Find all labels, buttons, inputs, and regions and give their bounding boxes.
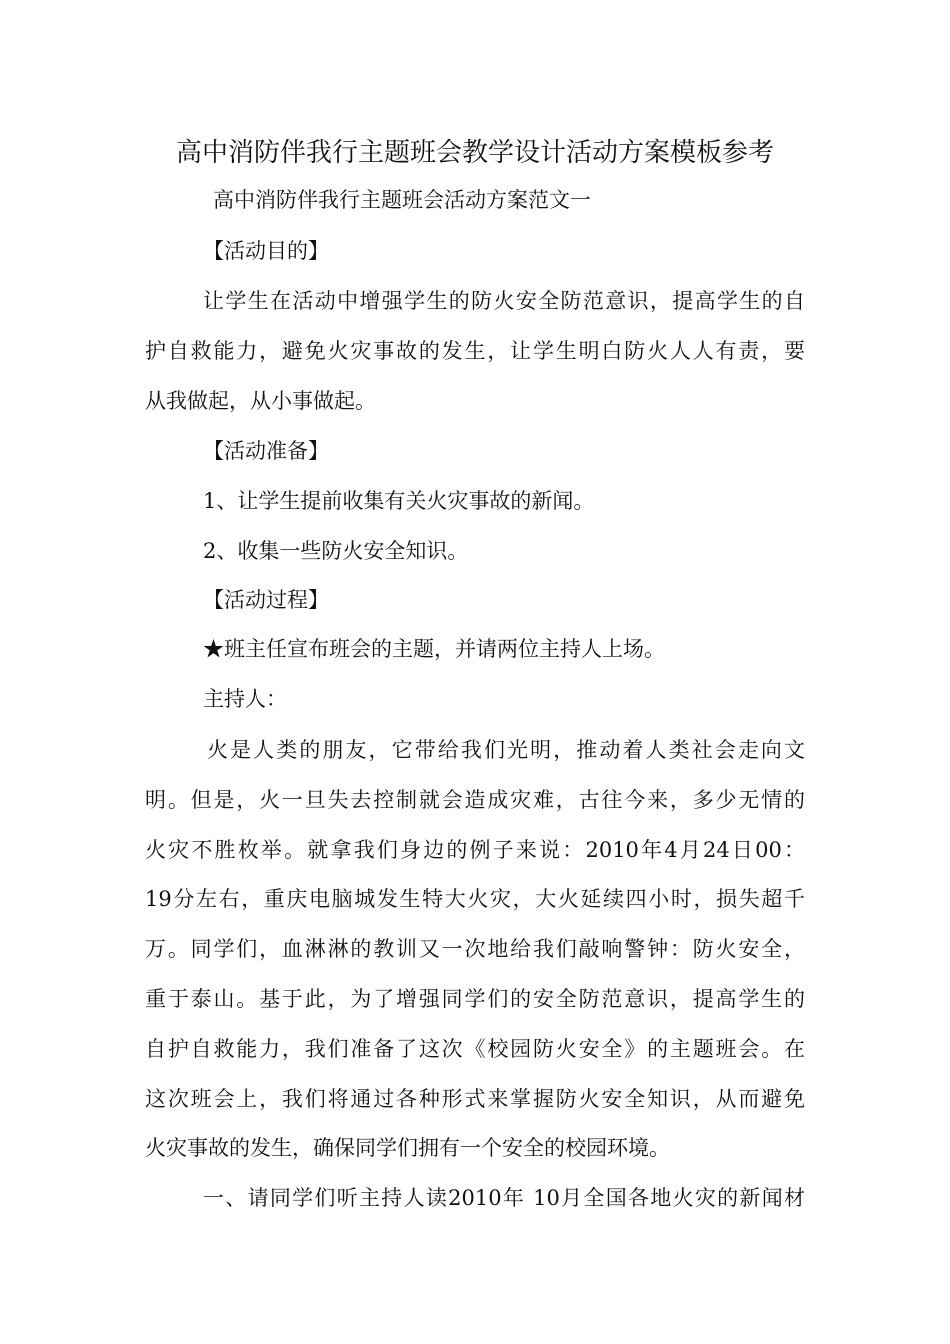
paragraph-line: 自护自救能力，我们准备了这次《校园防火安全》的主题班会。在 — [145, 1037, 805, 1061]
paragraph-line: 重于泰山。基于此，为了增强同学们的安全防范意识，提高学生的 — [145, 987, 805, 1011]
section-heading-preparation: 【活动准备】 — [203, 439, 329, 463]
paragraph-line: 主持人： — [203, 687, 287, 711]
paragraph-line: 一、请同学们听主持人读2010年 10月全国各地火灾的新闻材 — [203, 1186, 805, 1210]
paragraph-line: 这次班会上，我们将通过各种形式来掌握防火安全知识，从而避免 — [145, 1087, 805, 1111]
paragraph-line: 明。但是，火一旦失去控制就会造成灾难，古往今来，多少无情的 — [145, 788, 805, 812]
subtitle-line: 高中消防伴我行主题班会活动方案范文一 — [213, 188, 591, 212]
document-title: 高中消防伴我行主题班会教学设计活动方案模板参考 — [175, 138, 774, 168]
paragraph-line: 火灾不胜枚举。就拿我们身边的例子来说：2010年4月24日00： — [145, 838, 805, 862]
list-item: 2、收集一些防火安全知识。 — [203, 539, 469, 563]
paragraph-line: 从我做起，从小事做起。 — [145, 389, 376, 413]
paragraph-line: 让学生在活动中增强学生的防火安全防范意识，提高学生的自 — [203, 289, 805, 313]
paragraph-line: 火灾事故的发生，确保同学们拥有一个安全的校园环境。 — [145, 1136, 670, 1160]
paragraph-line: 万。同学们，血淋淋的教训又一次地给我们敲响警钟：防火安全， — [145, 937, 805, 961]
section-heading-purpose: 【活动目的】 — [203, 239, 329, 263]
paragraph-line: 护自救能力，避免火灾事故的发生，让学生明白防火人人有责，要 — [145, 339, 805, 363]
section-heading-process: 【活动过程】 — [203, 588, 329, 612]
paragraph-line: 19分左右，重庆电脑城发生特大火灾，大火延续四小时，损失超千 — [145, 887, 805, 911]
paragraph-line: 火是人类的朋友，它带给我们光明，推动着人类社会走向文 — [207, 738, 805, 762]
list-item: 1、让学生提前收集有关火灾事故的新闻。 — [203, 489, 595, 513]
paragraph-line: ★班主任宣布班会的主题，并请两位主持人上场。 — [203, 637, 665, 661]
